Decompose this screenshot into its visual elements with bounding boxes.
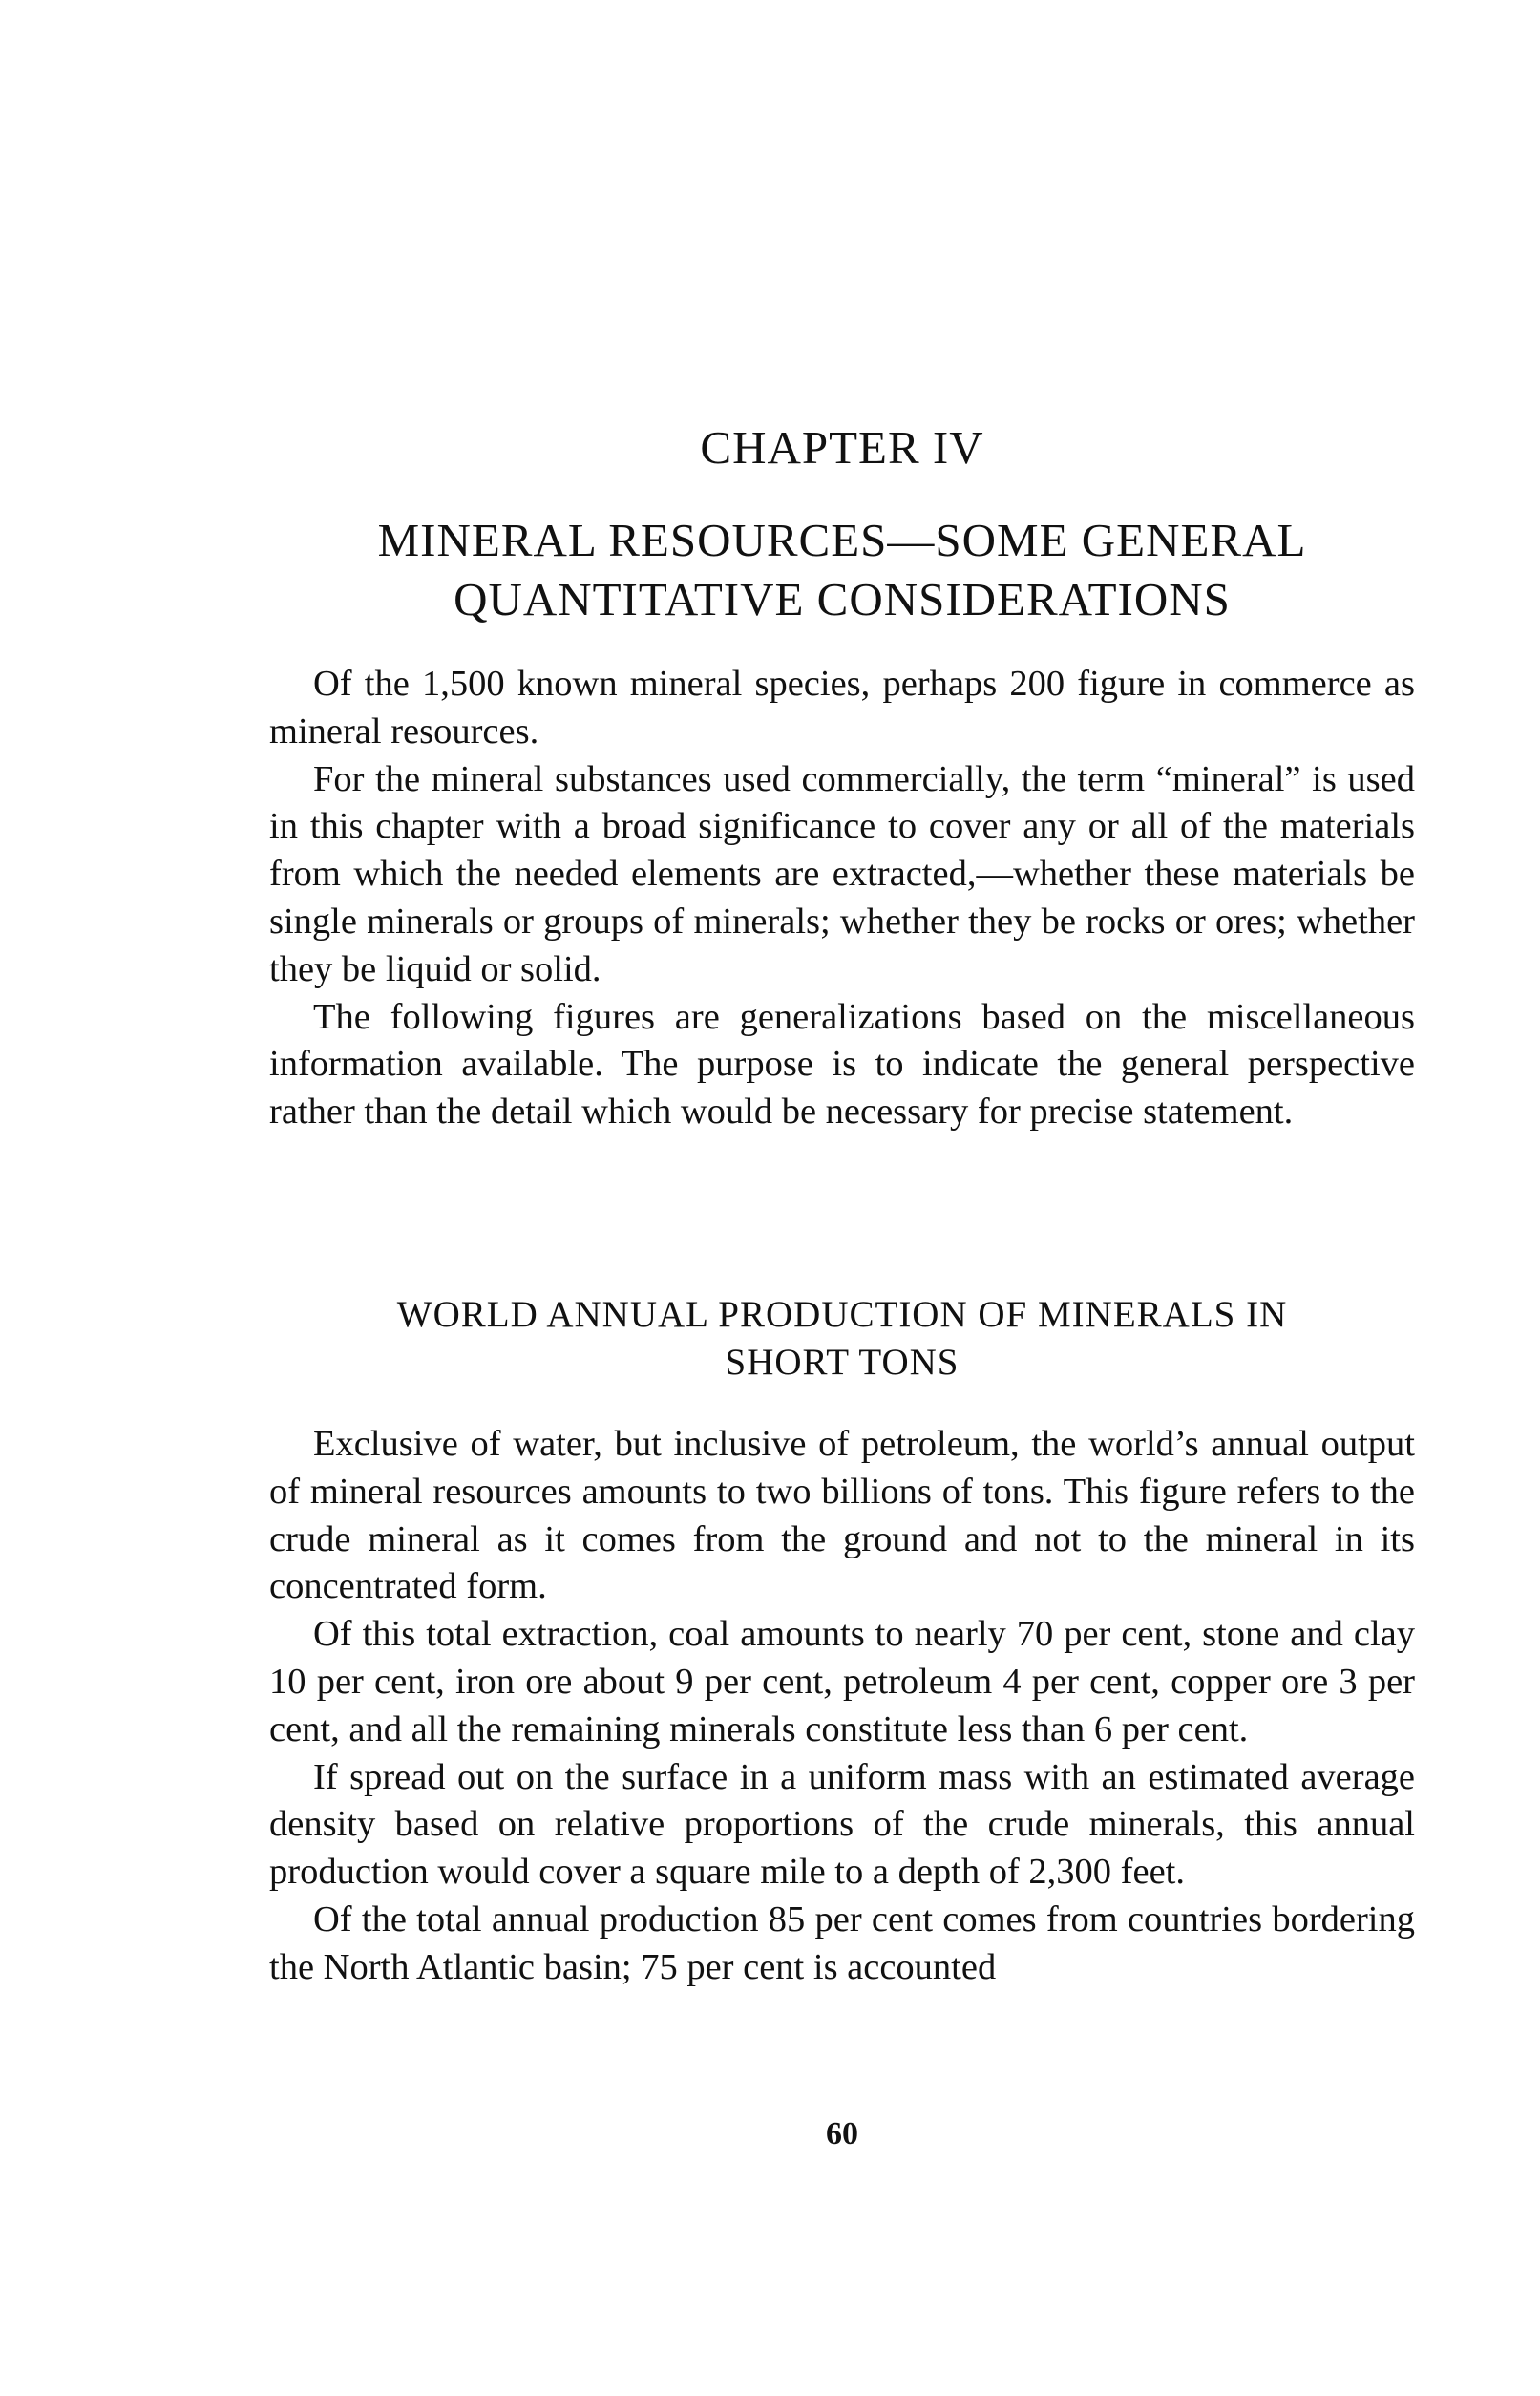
section-text [269, 1421, 1415, 1992]
section-heading-line-2: SHORT TONS [725, 1342, 960, 1383]
section-paragraph-4: Of the total annual production 85 per cent comes from countries bordering the North Atlantic basin; 75 per cent is accounted [269, 1898, 1415, 1987]
section-paragraph-2: Of this total extraction, coal amounts to nearly 70 per cent, stone and clay 10 per cent, iron ore about 9 per cent, petroleum 4 per cent, copper ore 3 per cent, and all the remaining minerals constitute less than 6 per cent. [269, 1614, 1415, 1749]
chapter-label: CHAPTER IV [700, 421, 984, 474]
page-number: 60 [826, 2116, 858, 2152]
book-page [269, 0, 1415, 2396]
intro-text [269, 661, 1415, 1136]
intro-paragraph-3: The following figures are generalizations based on the miscellaneous information available. The purpose is to indicate the general perspective rather than the detail which would be necessary for precise statement. [269, 996, 1415, 1133]
section-heading-line-1: WORLD ANNUAL PRODUCTION OF MINERALS IN [396, 1294, 1288, 1335]
chapter-title [269, 511, 1415, 629]
section-paragraph-1: Exclusive of water, but inclusive of petroleum, the world’s annual output of mineral resources amounts to two billions of tons. This figure refers to the crude mineral as it comes from the ground and not to the mineral in its concentrated form. [269, 1424, 1415, 1607]
intro-paragraph-1: Of the 1,500 known mineral species, perhaps 200 figure in commerce as mineral resources. [269, 664, 1415, 752]
section-paragraph-3: If spread out on the surface in a uniform mass with an estimated average density based on relative proportions of the crude minerals, this annual production would cover a square mile to a depth of 2,300 feet. [269, 1756, 1415, 1893]
intro-paragraph-2: For the mineral substances used commercially, the term “mineral” is used in this chapter with a broad significance to cover any or all of the materials from which the needed elements are extracted,—whether these materials be single minerals or groups of minerals; whether they be rocks or ores; whether they be liquid or solid. [269, 758, 1415, 989]
chapter-title-line-2: QUANTITATIVE CONSIDERATIONS [454, 573, 1231, 626]
section-heading [269, 1291, 1415, 1387]
chapter-title-line-1: MINERAL RESOURCES—SOME GENERAL [377, 514, 1307, 566]
